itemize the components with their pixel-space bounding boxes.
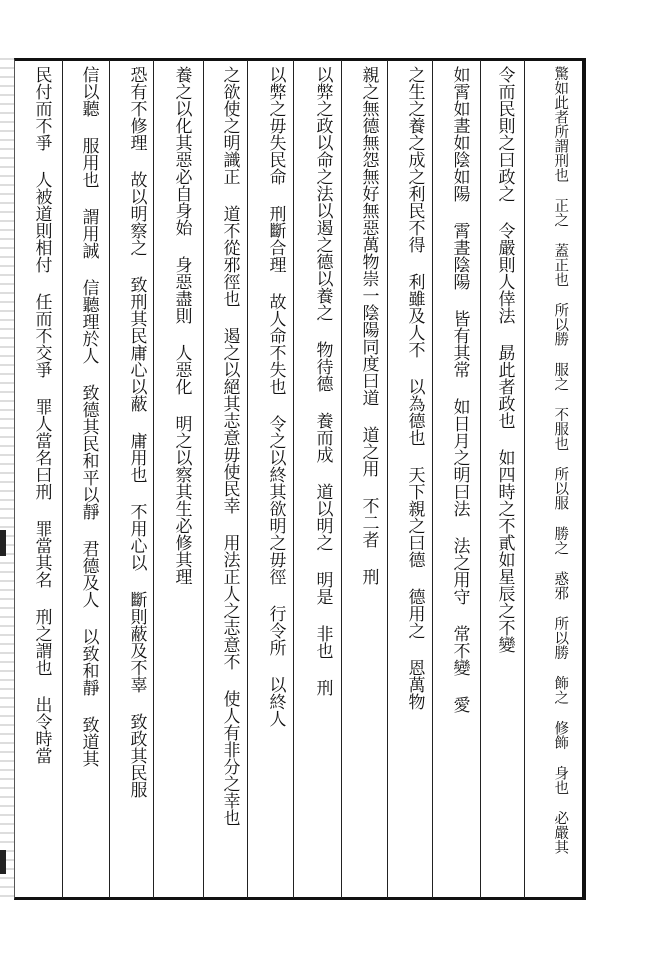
column-text: 如霄如晝如陰如陽 霄晝陰陽 皆有其常 如日月之明曰法 法之用守 常不變 愛 xyxy=(449,66,470,713)
text-column xyxy=(342,66,394,892)
text-column xyxy=(249,66,301,892)
fold-mark xyxy=(0,850,6,874)
text-column xyxy=(62,66,114,892)
text-column xyxy=(110,66,162,892)
text-column xyxy=(155,66,207,892)
text-column xyxy=(296,66,348,892)
page-gutter xyxy=(0,58,14,900)
text-column xyxy=(534,66,586,892)
text-column xyxy=(478,66,530,892)
column-text: 以弊之政以命之法以遏之德以養之 物待德 養而成 道以明之 明是 非也 刑 xyxy=(312,66,333,696)
column-text: 令而民則之曰政之 令嚴則人倖法 勗此者政也 如四時之不貳如星辰之不變 xyxy=(494,66,515,653)
column-text: 民付而不爭 人被道則相付 任而不交爭 罪人當名曰刑 罪當其名 刑之謂也 出令時當 xyxy=(31,66,52,764)
fold-mark xyxy=(0,530,6,556)
column-text: 以弊之毋失民命 刑斷合理 故人命不失也 令之以終其欲明之毋徑 行令所 以終人 xyxy=(265,66,286,727)
column-text: 驚如此者所謂刑也 正之 蓋正也 所以勝 服之 不服也 所以服 勝之 惑邪 所以勝 飾之 修飾 身也 必嚴其 xyxy=(552,66,569,854)
column-text: 恐有不修理 故以明察之 致刑其民庸心以蔽 庸用也 不用心以 斷則蔽及不辜 致政其民服 xyxy=(126,66,147,798)
column-text: 之生之養之成之利民不得 利雖及人不 以為德也 天下親之曰德 德用之 恩萬物 xyxy=(404,66,425,710)
column-text: 信以聽 服用也 謂用誠 信聽理於人 致德其民和平以靜 君德及人 以致和靜 致道其 xyxy=(78,66,99,767)
column-text: 之欲使之明識正 道不從邪徑也 遏之以絕其志意毋使民幸 用法正人之志意不 使人有非分之幸也 xyxy=(219,66,240,826)
text-column xyxy=(203,66,255,892)
text-column xyxy=(433,66,485,892)
text-column xyxy=(15,66,67,892)
column-text: 親之無德無怨無好無惡萬物崇一陰陽同度曰道 道之用 不二者 刑 xyxy=(358,66,379,585)
column-text: 養之以化其惡必自身始 身惡盡則 人惡化 明之以察其生必修其理 xyxy=(171,66,192,585)
text-column xyxy=(388,66,440,892)
